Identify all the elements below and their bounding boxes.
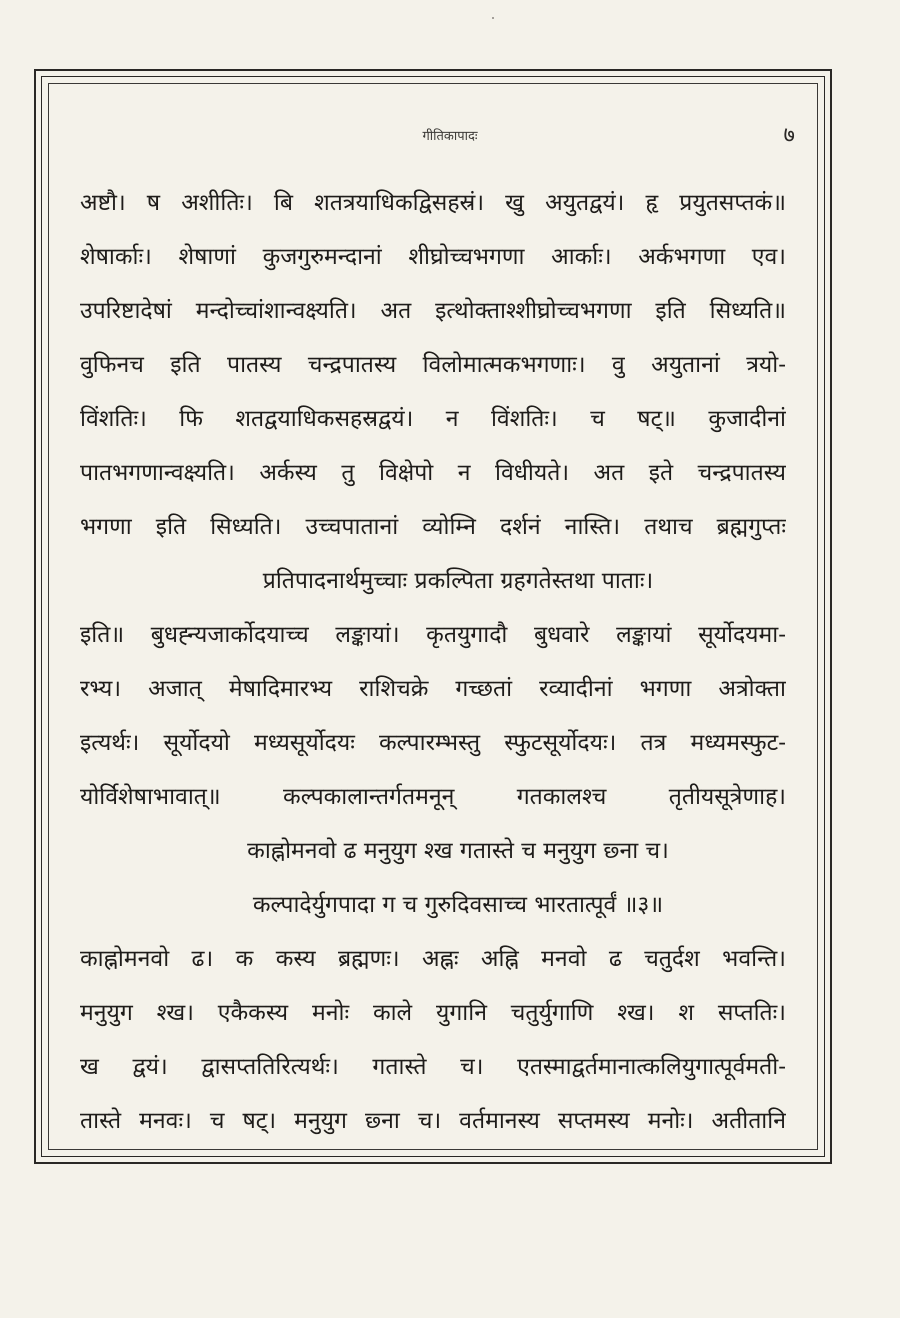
text-line: वुफिनच इति पातस्य चन्द्रपातस्य विलोमात्मकभगणाः। वु अयुतानां त्रयो- (80, 352, 786, 378)
sutra-verse-line: कल्पादेर्युगपादा ग च गुरुदिवसाच्च भारतात्पूर्वं ॥३॥ (252, 892, 664, 918)
text-line: ख द्वयं। द्वासप्ततिरित्यर्थः। गतास्ते च। एतस्माद्वर्तमानात्कलियुगात्पूर्वमती- (80, 1054, 786, 1080)
text-line: काह्नोमनवो ढ। क कस्य ब्रह्मणः। अह्नः अह्नि मनवो ढ चतुर्दश भवन्ति। (80, 946, 786, 972)
page-number: ७ (783, 123, 795, 148)
sutra-verse-line: काह्नोमनवो ढ मनुयुग श्ख गतास्ते च मनुयुग छ्ना च। (247, 838, 669, 864)
text-line: विंशतिः। फि शतद्वयाधिकसहस्रद्वयं। न विंशतिः। च षट्॥ कुजादीनां (80, 406, 786, 432)
paper-speck (492, 17, 494, 19)
text-line: इत्यर्थः। सूर्योदयो मध्यसूर्योदयः कल्पारम्भस्तु स्फुटसूर्योदयः। तत्र मध्यमस्फुट- (80, 730, 786, 756)
text-line: मनुयुग श्ख। एकैकस्य मनोः काले युगानि चतुर्युगाणि श्ख। श सप्ततिः। (80, 1000, 786, 1026)
text-line: इति॥ बुधह्न्यजार्कोदयाच्च लङ्कायां। कृतयुगादौ बुधवारे लङ्कायां सूर्योदयमा- (80, 622, 786, 648)
text-line: पातभगणान्वक्ष्यति। अर्कस्य तु विक्षेपो न विधीयते। अत इते चन्द्रपातस्य (80, 460, 786, 486)
text-line: तास्ते मनवः। च षट्। मनुयुग छ्ना च। वर्तमानस्य सप्तमस्य मनोः। अतीतानि (80, 1108, 786, 1134)
text-line: अष्टौ। ष अशीतिः। बि शतत्रयाधिकद्विसहस्रं। खु अयुतद्वयं। हृ प्रयुतसप्तकं॥ (80, 190, 786, 216)
running-head: गीतिकापादः (422, 129, 478, 144)
text-line: योर्विशेषाभावात्॥ कल्पकालान्तर्गतमनून् गतकालश्च तृतीयसूत्रेणाह। (80, 784, 786, 810)
verse-quote-line: प्रतिपादनार्थमुच्चाः प्रकल्पिता ग्रहगतेस्तथा पाताः। (262, 568, 654, 594)
body-text (80, 176, 786, 1148)
text-line: भगणा इति सिध्यति। उच्चपातानां व्योम्नि दर्शनं नास्ति। तथाच ब्रह्मगुप्तः (80, 514, 786, 540)
text-line: शेषार्काः। शेषाणां कुजगुरुमन्दानां शीघ्रोच्चभगणा आर्काः। अर्कभगणा एव। (80, 244, 786, 270)
text-line: रभ्य। अजात् मेषादिमारभ्य राशिचक्रे गच्छतां रव्यादीनां भगणा अत्रोक्ता (80, 676, 786, 702)
text-line: उपरिष्टादेषां मन्दोच्चांशान्वक्ष्यति। अत इत्थोक्ताश्शीघ्रोच्चभगणा इति सिध्यति॥ (80, 298, 786, 324)
